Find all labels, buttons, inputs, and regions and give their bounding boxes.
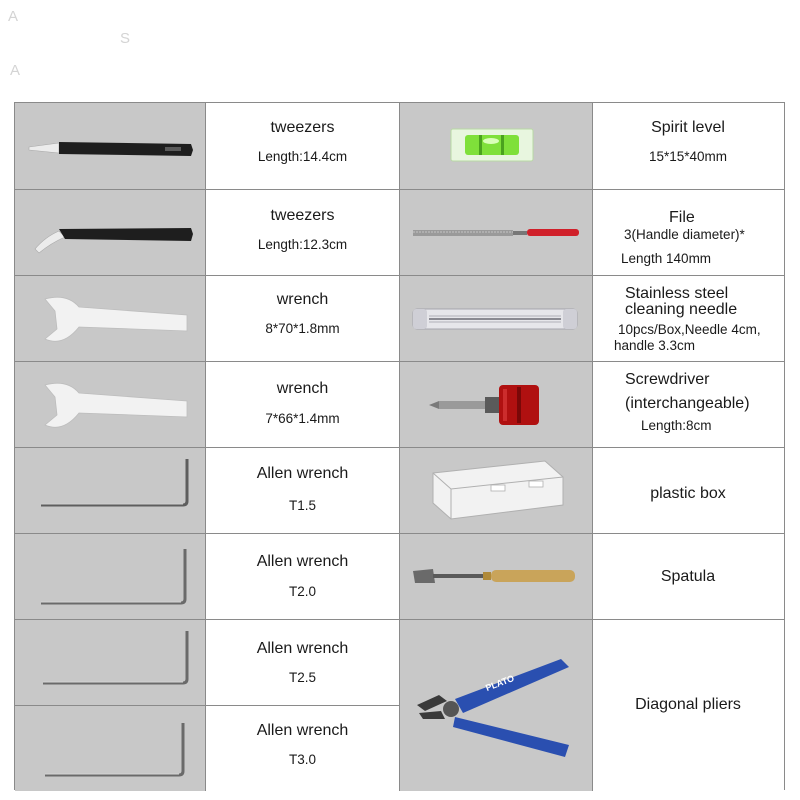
tool-text-cell (206, 705, 399, 791)
screwdriver-icon (399, 361, 592, 447)
grid-line (15, 361, 784, 362)
spirit-level-icon (399, 103, 592, 189)
tool-image-cell (399, 361, 592, 447)
tool-text-cell (206, 447, 399, 533)
tool-name: wrench (276, 380, 329, 397)
tool-name: tweezers (270, 119, 335, 136)
tool-name: Spatula (660, 568, 716, 585)
tool-image-cell (399, 619, 592, 791)
tool-spec: Length:14.4cm (257, 149, 348, 164)
tool-name: wrench (276, 291, 329, 308)
tool-spec: T1.5 (288, 498, 316, 513)
tool-text-cell (206, 619, 399, 705)
grid-line (15, 705, 399, 706)
tool-image-cell (399, 447, 592, 533)
tool-spec-line: 10pcs/Box,Needle 4cm, (618, 322, 761, 337)
tool-spec: 15*15*40mm (648, 149, 728, 164)
tool-text-cell (592, 447, 784, 533)
tool-text-cell (592, 619, 784, 791)
tool-spec: 8*70*1.8mm (265, 321, 340, 336)
tool-text-cell (206, 275, 399, 361)
tool-text-cell (592, 189, 784, 275)
tool-spec: Length:12.3cm (257, 237, 348, 252)
tool-text-cell (206, 533, 399, 619)
tool-spec: T3.0 (288, 752, 316, 767)
grid-line (15, 447, 784, 448)
tool-image-cell (15, 275, 206, 361)
tweezers-straight-icon (15, 103, 206, 189)
allen-wrench-icon (15, 619, 206, 705)
tool-name: Allen wrench (256, 465, 349, 482)
tool-text-cell (592, 275, 784, 361)
tool-text-cell (592, 103, 784, 189)
tool-image-cell (15, 189, 206, 275)
allen-wrench-icon (15, 533, 206, 619)
tool-name: Allen wrench (256, 553, 349, 570)
header-faint-text: A (8, 8, 19, 25)
header-faint-text: S (120, 30, 131, 47)
tool-image-cell (15, 447, 206, 533)
wrench-icon (15, 361, 206, 447)
tool-spec: T2.0 (288, 584, 316, 599)
tool-image-cell (399, 189, 592, 275)
pliers-brand: PLATO (484, 673, 516, 693)
grid-line (15, 533, 784, 534)
tool-text-cell (592, 533, 784, 619)
tool-name-line: (interchangeable) (625, 395, 750, 412)
tool-name: Diagonal pliers (635, 696, 741, 713)
tool-spec-line: 3(Handle diameter)* (624, 227, 745, 242)
grid-line (15, 619, 784, 620)
file-icon (399, 189, 592, 275)
tool-name: Allen wrench (256, 722, 349, 739)
allen-wrench-icon (15, 705, 206, 791)
tool-name: Spirit level (651, 119, 725, 136)
tool-image-cell (15, 103, 206, 189)
tool-spec: Length:8cm (641, 418, 712, 433)
grid-line (15, 275, 784, 276)
tool-name-line: Stainless steel (625, 285, 729, 302)
tool-text-cell (206, 189, 399, 275)
tool-text-cell (206, 103, 399, 189)
tool-spec: 7*66*1.4mm (265, 411, 340, 426)
tool-spec-line: handle 3.3cm (614, 338, 696, 353)
tool-spec: T2.5 (288, 670, 316, 685)
tool-name: plastic box (650, 485, 726, 502)
tool-name: File (669, 209, 695, 226)
diagonal-pliers-icon (399, 619, 592, 791)
tool-name: Allen wrench (256, 640, 349, 657)
tool-name-line: Screwdriver (625, 371, 710, 388)
wrench-icon (15, 275, 206, 361)
tool-name-line: cleaning needle (625, 301, 738, 318)
plastic-box-icon (399, 447, 592, 533)
spatula-icon (399, 533, 592, 619)
tool-image-cell (15, 361, 206, 447)
tool-kit-table (14, 102, 785, 790)
grid-line (15, 189, 784, 190)
tool-image-cell (399, 103, 592, 189)
tool-image-cell (15, 619, 206, 705)
tweezers-bent-icon (15, 189, 206, 275)
tool-image-cell (399, 275, 592, 361)
cleaning-needle-icon (399, 275, 592, 361)
tool-name: tweezers (270, 207, 335, 224)
tool-text-cell (592, 361, 784, 447)
tool-text-cell (206, 361, 399, 447)
tool-image-cell (15, 705, 206, 791)
tool-image-cell (15, 533, 206, 619)
allen-wrench-icon (15, 447, 206, 533)
tool-image-cell (399, 533, 592, 619)
header-faint-text: A (10, 62, 21, 79)
tool-spec-line: Length 140mm (621, 251, 712, 266)
